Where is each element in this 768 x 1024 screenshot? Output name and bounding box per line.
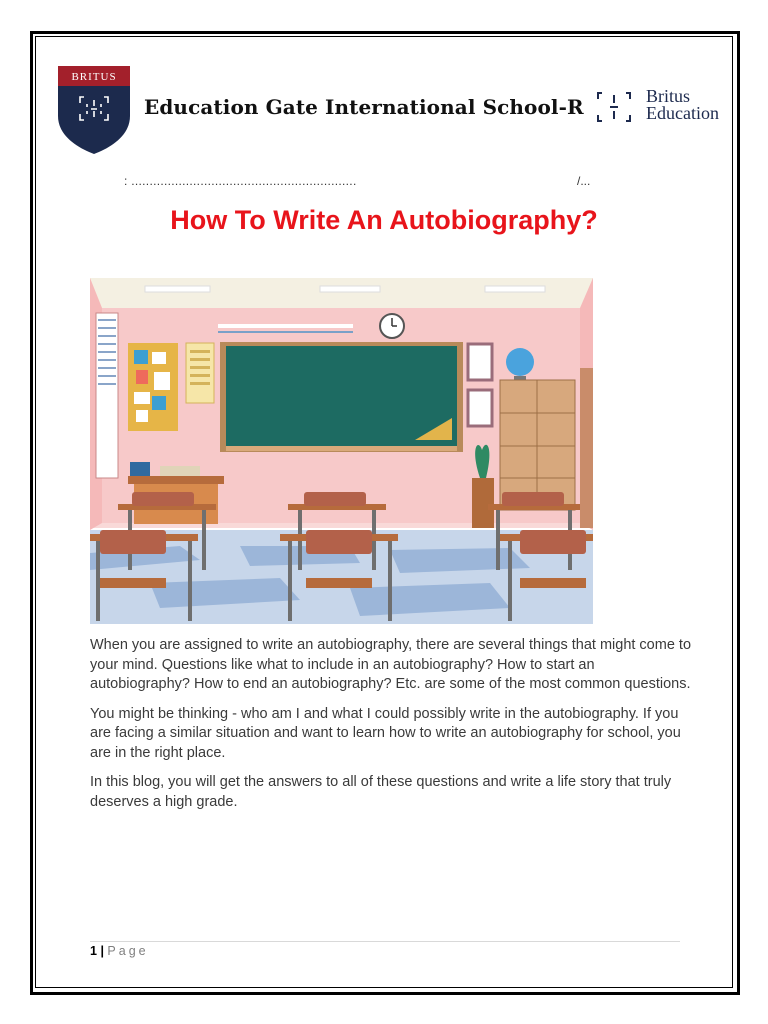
paragraph-1: When you are assigned to write an autobiography, there are several things that might come to your mind. Questions like what to include in an autobiography? How to start an autobiography? How to end an autobiography? Etc. are some of the most common questions. bbox=[90, 637, 692, 692]
school-name: Education Gate International School-R bbox=[144, 95, 584, 119]
page-number: 1 bbox=[90, 944, 97, 958]
footer-divider bbox=[90, 941, 680, 942]
brand-line-1: Britus bbox=[646, 86, 691, 106]
document-title: How To Write An Autobiography? bbox=[170, 205, 598, 235]
paragraph-3: In this blog, you will get the answers to all of these questions and write a life story that truly deserves a high grade. bbox=[90, 774, 672, 810]
paragraph-2: You might be thinking - who am I and what I could possibly write in the autobiography. If you are facing a similar situation and want to learn how to write an autobiography for school, you are in the right place. bbox=[90, 705, 681, 761]
britus-shield-logo bbox=[58, 66, 130, 154]
shield-label: BRITUS bbox=[71, 71, 117, 83]
britus-education-wordmark bbox=[646, 88, 719, 122]
page-footer bbox=[90, 944, 149, 958]
page-label: Page bbox=[107, 944, 149, 958]
date-fill-line: /... bbox=[577, 174, 591, 188]
name-fill-line: : .............................................................. bbox=[124, 174, 357, 188]
body-text bbox=[90, 636, 692, 822]
brand-line-2: Education bbox=[646, 103, 719, 123]
classroom-illustration bbox=[90, 278, 593, 624]
britus-education-logo-icon bbox=[596, 89, 632, 125]
footer-separator: | bbox=[100, 944, 104, 958]
